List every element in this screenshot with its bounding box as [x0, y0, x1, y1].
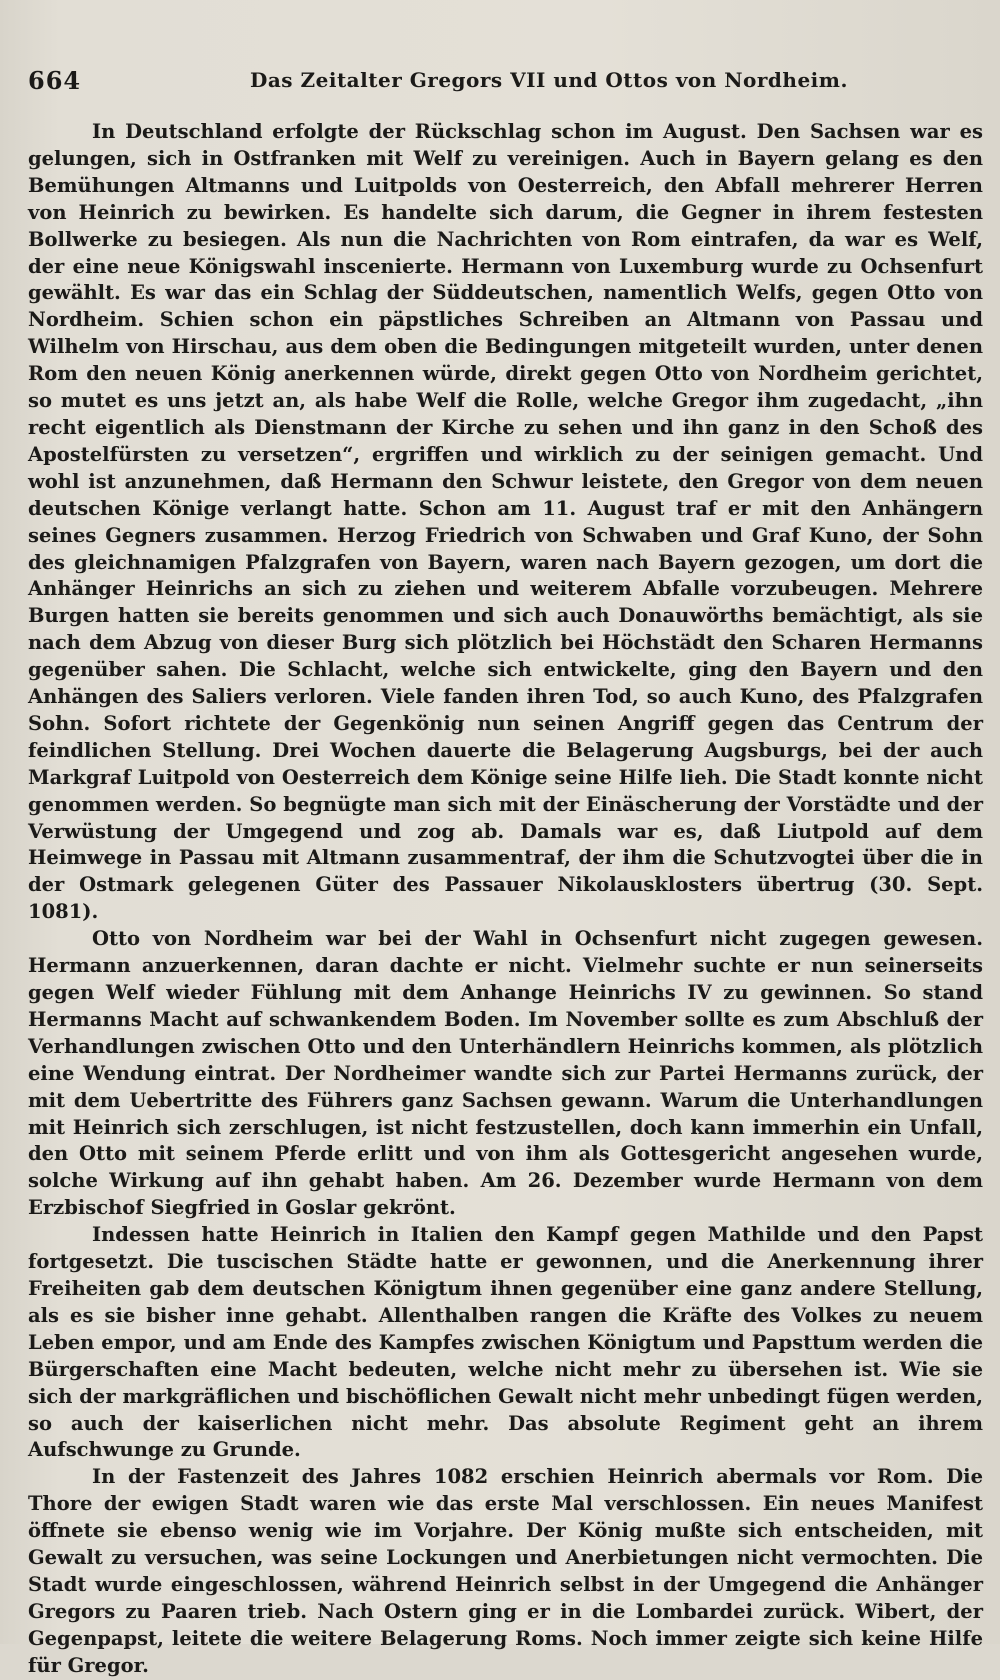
page-number: 664 — [28, 66, 82, 95]
running-title: Das Zeitalter Gregors VII und Ottos von Nordheim. — [250, 68, 848, 92]
paragraph: In der Fastenzeit des Jahres 1082 erschien Heinrich abermals vor Rom. Die Thore der ewigen Stadt waren wie das erste Mal verschlossen. Ein neues Manifest öffnete sie ebenso wenig wie im Vorjahre. Der König mußte sich entscheiden, mit Gewalt zu versuchen, was seine Lockungen und Anerbietungen nicht vermochten. Die Stadt wurde eingeschlossen, während Heinrich selbst in der Umgegend die Anhänger Gregors zu Paaren trieb. Nach Ostern ging er in die Lombardei zurück. Wibert, der Gegenpapst, leitete die weitere Belagerung Roms. Noch immer zeigte sich keine Hilfe für Gregor. — [28, 1465, 983, 1677]
paragraph: Otto von Nordheim war bei der Wahl in Ochsenfurt nicht zugegen gewesen. Hermann anzuerkennen, daran dachte er nicht. Vielmehr suchte er nun seinerseits gegen Welf wieder Fühlung mit dem Anhange Heinrichs IV zu gewinnen. So stand Hermanns Macht auf schwankendem Boden. Im November sollte es zum Abschluß der Verhandlungen zwischen Otto und den Unterhändlern Heinrichs kommen, als plötzlich eine Wendung eintrat. Der Nordheimer wandte sich zur Partei Hermanns zurück, der mit dem Uebertritte des Führers ganz Sachsen gewann. Warum die Unterhandlungen mit Heinrich sich zerschlugen, ist nicht festzustellen, doch kann immerhin ein Unfall, den Otto mit seinem Pferde erlitt und von ihm als Gottesgericht angesehen wurde, solche Wirkung auf ihn gehabt haben. Am 26. Dezember wurde Hermann von dem Erzbischof Siegfried in Goslar gekrönt. — [28, 927, 983, 1220]
paragraph: Indessen hatte Heinrich in Italien den Kampf gegen Mathilde und den Papst fortgesetzt. Die tuscischen Städte hatte er gewonnen, und die Anerkennung ihrer Freiheiten gab dem deutschen Königtum ihnen gegenüber eine ganz andere Stellung, als es sie bisher inne gehabt. Allenthalben rangen die Kräfte des Volkes zu neuem Leben empor, und am Ende des Kampfes zwischen Königtum und Papsttum werden die Bürgerschaften eine Macht bedeuten, welche nicht mehr zu übersehen ist. Wie sie sich der markgräflichen und bischöflichen Gewalt nicht mehr unbedingt fügen werden, so auch der kaiserlichen nicht mehr. Das absolute Regiment geht an ihrem Aufschwunge zu Grunde. — [28, 1223, 983, 1462]
body-text — [28, 119, 983, 1680]
page-header — [28, 66, 960, 98]
paragraph: In Deutschland erfolgte der Rückschlag schon im August. Den Sachsen war es gelungen, sich in Ostfranken mit Welf zu vereinigen. Auch in Bayern gelang es den Bemühungen Altmanns und Luitpolds von Oesterreich, den Abfall mehrerer Herren von Heinrich zu bewirken. Es handelte sich darum, die Gegner in ihrem festesten Bollwerke zu besiegen. Als nun die Nachrichten von Rom eintrafen, da war es Welf, der eine neue Königswahl inscenierte. Hermann von Luxemburg wurde zu Ochsenfurt gewählt. Es war das ein Schlag der Süddeutschen, namentlich Welfs, gegen Otto von Nordheim. Schien schon ein päpstliches Schreiben an Altmann von Passau und Wilhelm von Hirschau, aus dem oben die Bedingungen mitgeteilt wurden, unter denen Rom den neuen König anerkennen würde, direkt gegen Otto von Nordheim gerichtet, so mutet es uns jetzt an, als habe Welf die Rolle, welche Gregor ihm zugedacht, „ihn recht eigentlich als Dienstmann der Kirche zu sehen und ihn ganz in den Schoß des Apostelfürsten zu versetzen“, ergriffen und wirklich zu der seinigen gemacht. Und wohl ist anzunehmen, daß Hermann den Schwur leistete, den Gregor von dem neuen deutschen Könige verlangt hatte. Schon am 11. August traf er mit den Anhängern seines Gegners zusammen. Herzog Friedrich von Schwaben und Graf Kuno, der Sohn des gleichnamigen Pfalzgrafen von Bayern, waren nach Bayern gezogen, um dort die Anhänger Heinrichs an sich zu ziehen und weiterem Abfalle vorzubeugen. Mehrere Burgen hatten sie bereits genommen und sich auch Donauwörths bemächtigt, als sie nach dem Abzug von dieser Burg sich plötzlich bei Höchstädt den Scharen Hermanns gegenüber sahen. Die Schlacht, welche sich entwickelte, ging den Bayern und den Anhängen des Saliers verloren. Viele fanden ihren Tod, so auch Kuno, des Pfalzgrafen Sohn. Sofort richtete der Gegenkönig nun seinen Angriff gegen das Centrum der feindlichen Stellung. Drei Wochen dauerte die Belagerung Augsburgs, bei der auch Markgraf Luitpold von Oesterreich dem Könige seine Hilfe lieh. Die Stadt konnte nicht genommen werden. So begnügte man sich mit der Einäscherung der Vorstädte und der Verwüstung der Umgegend und zog ab. Damals war es, daß Liutpold auf dem Heimwege in Passau mit Altmann zusammentraf, der ihm die Schutzvogtei über die in der Ostmark gelegenen Güter des Passauer Nikolausklosters übertrug (30. Sept. 1081). — [28, 120, 983, 924]
